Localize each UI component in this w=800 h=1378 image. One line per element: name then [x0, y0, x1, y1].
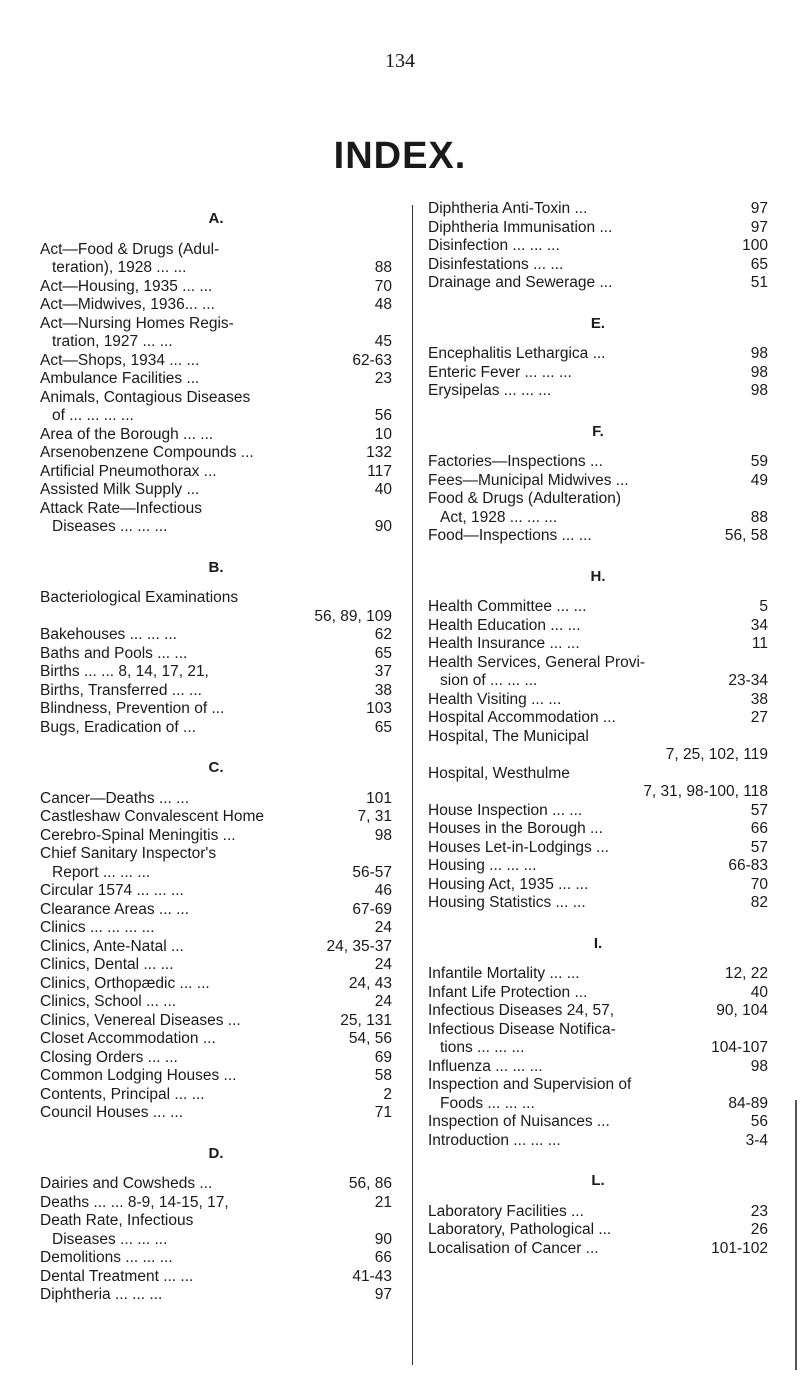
index-entry: [40, 296, 392, 315]
entry-continuation: [40, 1231, 392, 1250]
entry-name: Attack Rate—Infectious: [40, 499, 202, 517]
entry-page: 56: [750, 1113, 768, 1130]
entry-name: Births, Transferred ... ...: [40, 681, 202, 699]
entry-name: Act—Midwives, 1936... ...: [40, 296, 215, 313]
entry-name: Council Houses ... ...: [40, 1104, 184, 1121]
entry-page: 51: [750, 274, 768, 291]
index-entry: [428, 965, 768, 984]
index-entry: [428, 364, 768, 383]
entry-name-continued: sion of ... ... ...: [440, 672, 538, 689]
entry-name: Demolitions ... ... ...: [40, 1249, 173, 1266]
index-entry: [40, 1249, 392, 1268]
entry-continuation: [428, 509, 768, 528]
index-entry: [428, 691, 768, 710]
entry-continuation: [428, 1039, 768, 1058]
entry-name: Bacteriological Examinations: [40, 589, 239, 606]
entry-name: Births ... ... 8, 14, 17, 21,: [40, 663, 209, 680]
page-number: 134: [385, 50, 415, 72]
entry-page: 7, 31, 98-100, 118: [643, 783, 768, 800]
index-entry: [40, 389, 392, 426]
index-entry: [428, 200, 768, 219]
entry-name: Enteric Fever ... ... ...: [428, 363, 572, 381]
index-entry: [428, 598, 768, 617]
entry-name: Inspection of Nuisances ...: [428, 1113, 610, 1130]
index-entry: [40, 1194, 392, 1213]
entry-page: 23: [374, 370, 392, 387]
entry-page: 10: [374, 425, 392, 443]
entry-name: Animals, Contagious Diseases: [40, 388, 251, 406]
page-edge-line: [795, 1100, 797, 1370]
index-entry: [428, 1113, 768, 1132]
entry-continuation: [40, 407, 392, 426]
entry-name: Artificial Pneumothorax ...: [40, 462, 217, 480]
entry-name: Health Education ... ...: [428, 616, 581, 634]
index-entry: [40, 1030, 392, 1049]
entry-page: 23: [750, 1202, 768, 1220]
entry-page: 97: [374, 1286, 392, 1303]
entry-name: Act—Housing, 1935 ... ...: [40, 277, 213, 295]
index-entry: [40, 1104, 392, 1123]
entry-name-continued: Foods ... ... ...: [440, 1094, 535, 1112]
section-letter: A.: [208, 210, 224, 227]
index-entry: [40, 993, 392, 1012]
entry-page: 40: [374, 481, 392, 498]
index-entry: [40, 1086, 392, 1105]
entry-page: 2: [383, 1085, 392, 1103]
index-entry: [428, 876, 768, 895]
entry-page: 48: [374, 296, 392, 313]
entry-page: 70: [374, 277, 392, 295]
entry-name: Drainage and Sewerage ...: [428, 274, 613, 291]
entry-name: Fees—Municipal Midwives ...: [428, 471, 629, 489]
entry-name: Food & Drugs (Adulteration): [428, 490, 621, 507]
entry-page: 104-107: [711, 1039, 768, 1056]
index-entry: [40, 719, 392, 738]
index-entry: [428, 654, 768, 691]
entry-name: Bugs, Eradication of ...: [40, 718, 196, 736]
entry-name: Diphtheria ... ... ...: [40, 1286, 163, 1303]
index-section: [428, 200, 768, 293]
entry-page: 117: [367, 462, 392, 480]
entry-page: 62-63: [352, 351, 392, 369]
entry-page: 70: [750, 875, 768, 893]
index-entry: [40, 278, 392, 297]
entry-name: Dental Treatment ... ...: [40, 1267, 194, 1285]
entry-page: 38: [750, 690, 768, 708]
entry-name: Area of the Borough ... ...: [40, 425, 214, 443]
entry-page: 21: [374, 1193, 392, 1211]
entry-name: Diphtheria Immunisation ...: [428, 218, 613, 236]
index-entry: [428, 1002, 768, 1021]
index-entry: [428, 802, 768, 821]
entry-page: 65: [750, 255, 768, 273]
entry-page: 90: [374, 518, 392, 535]
entry-name-continued: tions ... ... ...: [440, 1039, 525, 1056]
entry-name: Death Rate, Infectious: [40, 1212, 194, 1229]
index-entry: [40, 1212, 392, 1249]
index-entry: [40, 808, 392, 827]
entry-name: Laboratory, Pathological ...: [428, 1221, 612, 1238]
section-letter: L.: [591, 1172, 605, 1189]
entry-page: 88: [374, 259, 392, 276]
entry-page: 56, 86: [348, 1175, 392, 1192]
entry-page: 57: [750, 801, 768, 819]
entry-page: 67-69: [352, 900, 392, 918]
index-entry: [428, 219, 768, 238]
entry-name: Infectious Diseases 24, 57,: [428, 1002, 615, 1019]
entry-page: 24, 35-37: [326, 937, 392, 955]
entry-page: 34: [750, 616, 768, 634]
entry-page: 24: [374, 919, 392, 936]
entry-page: 12, 22: [724, 965, 768, 982]
entry-name: Deaths ... ... 8-9, 14-15, 17,: [40, 1193, 229, 1211]
index-entry: [428, 1132, 768, 1151]
section-letter: C.: [208, 759, 224, 776]
index-entry: [428, 1058, 768, 1077]
index-entry: [428, 274, 768, 293]
index-entry: [428, 472, 768, 491]
entry-page: 5: [759, 598, 768, 615]
index-entry: [40, 700, 392, 719]
index-entry: [40, 790, 392, 809]
entry-name: Dairies and Cowsheds ...: [40, 1175, 213, 1192]
entry-name: Hospital, Westhulme: [428, 764, 570, 782]
index-entry: [40, 919, 392, 938]
entry-continuation: [428, 746, 768, 765]
index-entry: [40, 1286, 392, 1305]
index-entry: [428, 984, 768, 1003]
section-letter: E.: [590, 314, 606, 332]
entry-name: Infantile Mortality ... ...: [428, 965, 580, 982]
section-letter: H.: [590, 567, 606, 585]
index-entry: [428, 1076, 768, 1113]
index-entry: [428, 527, 768, 546]
entry-name: Clinics, Ante-Natal ...: [40, 937, 184, 955]
entry-name: Chief Sanitary Inspector's: [40, 845, 217, 862]
entry-name: Common Lodging Houses ...: [40, 1067, 237, 1084]
index-entry: [40, 444, 392, 463]
index-entry: [40, 481, 392, 500]
entry-page: 103: [366, 700, 392, 717]
entry-page: 98: [750, 363, 768, 381]
entry-name: Clinics ... ... ... ...: [40, 919, 155, 936]
entry-page: 66: [374, 1249, 392, 1266]
entry-name: Laboratory Facilities ...: [428, 1202, 584, 1220]
entry-page: 7, 25, 102, 119: [665, 746, 768, 763]
entry-page: 98: [374, 826, 392, 844]
entry-page: 41-43: [352, 1267, 392, 1285]
index-entry: [40, 1175, 392, 1194]
entry-continuation: [40, 518, 392, 537]
index-entry: [428, 382, 768, 401]
entry-name-continued: Diseases ... ... ...: [52, 518, 168, 535]
entry-page: 23-34: [728, 672, 768, 689]
index-entry: [428, 345, 768, 364]
entry-name: Health Visiting ... ...: [428, 690, 562, 708]
entry-name: Blindness, Prevention of ...: [40, 700, 225, 717]
index-section: [428, 935, 768, 1151]
index-entry: [428, 709, 768, 728]
index-entry: [428, 635, 768, 654]
index-entry: [40, 352, 392, 371]
index-column-left: [40, 200, 392, 1327]
entry-name: Diphtheria Anti-Toxin ...: [428, 200, 588, 217]
index-entry: [40, 500, 392, 537]
entry-page: 27: [750, 709, 768, 726]
column-divider: [412, 205, 413, 1365]
entry-name: Infectious Disease Notifica-: [428, 1020, 616, 1038]
entry-name: Factories—Inspections ...: [428, 453, 603, 470]
entry-name: Disinfestations ... ...: [428, 255, 564, 273]
entry-page: 98: [750, 382, 768, 399]
index-entry: [40, 1012, 392, 1031]
index-entry: [428, 490, 768, 527]
entry-name-continued: Report ... ... ...: [52, 863, 151, 881]
entry-page: 56: [374, 407, 392, 424]
entry-page: 88: [750, 508, 768, 526]
index-entry: [428, 1021, 768, 1058]
index-section: [40, 1145, 392, 1305]
entry-continuation: [428, 1095, 768, 1114]
index-entry: [40, 1067, 392, 1086]
entry-page: 24: [374, 956, 392, 973]
entry-page: 66: [750, 820, 768, 837]
index-entry: [40, 370, 392, 389]
entry-name: Disinfection ... ... ...: [428, 237, 560, 254]
index-entry: [40, 463, 392, 482]
index-entry: [40, 938, 392, 957]
index-entry: [40, 901, 392, 920]
entry-page: 98: [750, 345, 768, 362]
entry-name: Localisation of Cancer ...: [428, 1239, 599, 1257]
index-section: [428, 423, 768, 546]
entry-page: 56-57: [352, 863, 392, 881]
entry-page: 84-89: [728, 1094, 768, 1112]
entry-name: Health Insurance ... ...: [428, 635, 580, 652]
entry-continuation: [428, 783, 768, 802]
index-entry: [40, 1268, 392, 1287]
index-entry: [40, 975, 392, 994]
entry-name: Erysipelas ... ... ...: [428, 382, 552, 399]
entry-page: 59: [750, 453, 768, 470]
entry-continuation: [40, 259, 392, 278]
entry-page: 65: [374, 718, 392, 736]
entry-page: 62: [374, 626, 392, 643]
entry-name: Introduction ... ... ...: [428, 1131, 561, 1149]
entry-name: Baths and Pools ... ...: [40, 644, 188, 662]
entry-page: 24, 43: [348, 974, 392, 992]
entry-page: 26: [750, 1221, 768, 1238]
entry-name: Infant Life Protection ...: [428, 983, 588, 1001]
index-entry: [428, 237, 768, 256]
index-entry: [40, 663, 392, 682]
index-entry: [40, 626, 392, 645]
index-entry: [40, 882, 392, 901]
entry-name: Influenza ... ... ...: [428, 1057, 543, 1075]
entry-page: 49: [750, 471, 768, 489]
index-section: [40, 759, 392, 1123]
entry-name: Clinics, Orthopædic ... ...: [40, 974, 210, 992]
entry-page: 11: [751, 635, 768, 652]
entry-name: Hospital Accommodation ...: [428, 709, 616, 726]
index-entry: [40, 682, 392, 701]
index-entry: [40, 645, 392, 664]
entry-name: Clinics, Venereal Diseases ...: [40, 1011, 241, 1029]
entry-name: Houses in the Borough ...: [428, 820, 603, 837]
index-entry: [40, 241, 392, 278]
index-section: [40, 210, 392, 537]
index-section: [40, 559, 392, 738]
index-entry: [428, 453, 768, 472]
index-entry: [40, 845, 392, 882]
entry-name: Assisted Milk Supply ...: [40, 481, 200, 498]
entry-name: Health Services, General Provi-: [428, 653, 646, 671]
entry-page: 65: [374, 644, 392, 662]
entry-name-continued: Diseases ... ... ...: [52, 1230, 168, 1248]
entry-page: 98: [750, 1057, 768, 1075]
entry-page: 57: [750, 838, 768, 856]
entry-name: Closing Orders ... ...: [40, 1048, 178, 1066]
entry-name-continued: teration), 1928 ... ...: [52, 259, 187, 276]
index-entry: [40, 426, 392, 445]
entry-page: 37: [374, 663, 392, 680]
entry-page: 58: [374, 1067, 392, 1084]
entry-name: Ambulance Facilities ...: [40, 370, 200, 387]
entry-page: 90, 104: [716, 1002, 768, 1019]
index-entry: [428, 1221, 768, 1240]
section-letter: D.: [208, 1144, 224, 1162]
entry-name: Cerebro-Spinal Meningitis ...: [40, 826, 236, 844]
section-letter: F.: [592, 422, 604, 440]
entry-name: Inspection and Supervision of: [428, 1076, 632, 1093]
entry-name: Act—Shops, 1934 ... ...: [40, 351, 200, 369]
index-entry: [40, 827, 392, 846]
entry-page: 38: [374, 681, 392, 699]
entry-name: Closet Accommodation ...: [40, 1030, 216, 1047]
index-entry: [428, 1240, 768, 1259]
entry-name: Houses Let-in-Lodgings ...: [428, 838, 609, 856]
entry-name: Act—Nursing Homes Regis-: [40, 314, 234, 332]
entry-page: 69: [374, 1048, 392, 1066]
entry-page: 25, 131: [340, 1011, 392, 1029]
index-entry: [428, 820, 768, 839]
entry-continuation: [40, 864, 392, 883]
entry-name: Clinics, Dental ... ...: [40, 956, 174, 973]
entry-page: 3-4: [745, 1131, 768, 1149]
entry-name: House Inspection ... ...: [428, 801, 583, 819]
entry-name: Encephalitis Lethargica ...: [428, 345, 606, 362]
entry-name: Housing Statistics ... ...: [428, 894, 586, 911]
index-section: [428, 568, 768, 913]
index-entry: [40, 956, 392, 975]
entry-name: Hospital, The Municipal: [428, 727, 589, 745]
entry-page: 97: [750, 218, 768, 236]
entry-page: 132: [366, 444, 392, 461]
entry-page: 101-102: [711, 1239, 768, 1257]
entry-page: 82: [750, 894, 768, 911]
entry-page: 54, 56: [348, 1030, 392, 1047]
entry-page: 97: [750, 200, 768, 217]
section-letter: B.: [208, 558, 224, 576]
entry-page: 40: [750, 983, 768, 1001]
index-section: [428, 1172, 768, 1258]
entry-name: Clinics, School ... ...: [40, 993, 177, 1010]
entry-page: 24: [374, 993, 392, 1010]
entry-name-continued: Act, 1928 ... ... ...: [440, 508, 558, 526]
index-entry: [428, 894, 768, 913]
index-entry: [428, 728, 768, 765]
index-entry: [428, 765, 768, 802]
index-entry: [428, 1203, 768, 1222]
entry-page: 90: [374, 1230, 392, 1248]
entry-page: 56, 58: [724, 527, 768, 544]
entry-page: 46: [374, 882, 392, 899]
index-entry: [428, 839, 768, 858]
index-entry: [40, 589, 392, 626]
index-entry: [40, 315, 392, 352]
entry-page: 100: [742, 237, 768, 254]
index-section: [428, 315, 768, 401]
entry-name: Food—Inspections ... ...: [428, 527, 592, 544]
entry-page: 7, 31: [357, 808, 392, 825]
index-entry: [428, 256, 768, 275]
entry-page: 45: [374, 333, 392, 350]
index-entry: [40, 1049, 392, 1068]
index-column-right: [428, 200, 768, 1280]
entry-page: 66-83: [728, 857, 768, 874]
entry-continuation: [428, 672, 768, 691]
entry-name: Cancer—Deaths ... ...: [40, 789, 190, 807]
entry-name: Circular 1574 ... ... ...: [40, 882, 184, 899]
entry-page: 71: [374, 1104, 392, 1121]
entry-page: 56, 89, 109: [314, 607, 392, 625]
entry-name: Act—Food & Drugs (Adul-: [40, 240, 220, 258]
entry-continuation: [40, 608, 392, 627]
entry-name: Castleshaw Convalescent Home: [40, 808, 264, 825]
entry-name: Health Committee ... ...: [428, 598, 587, 615]
index-entry: [428, 857, 768, 876]
entry-name: Housing ... ... ...: [428, 857, 537, 874]
entry-name: Clearance Areas ... ...: [40, 900, 190, 918]
entry-page: 101: [366, 789, 392, 807]
entry-name: Housing Act, 1935 ... ...: [428, 875, 589, 893]
entry-continuation: [40, 333, 392, 352]
entry-name: Bakehouses ... ... ...: [40, 626, 177, 643]
entry-name: Arsenobenzene Compounds ...: [40, 444, 254, 461]
section-letter: I.: [593, 934, 603, 952]
page-title: INDEX.: [333, 135, 467, 177]
index-entry: [428, 617, 768, 636]
entry-name-continued: tration, 1927 ... ...: [52, 333, 173, 350]
entry-name-continued: of ... ... ... ...: [52, 407, 134, 424]
entry-name: Contents, Principal ... ...: [40, 1085, 205, 1103]
